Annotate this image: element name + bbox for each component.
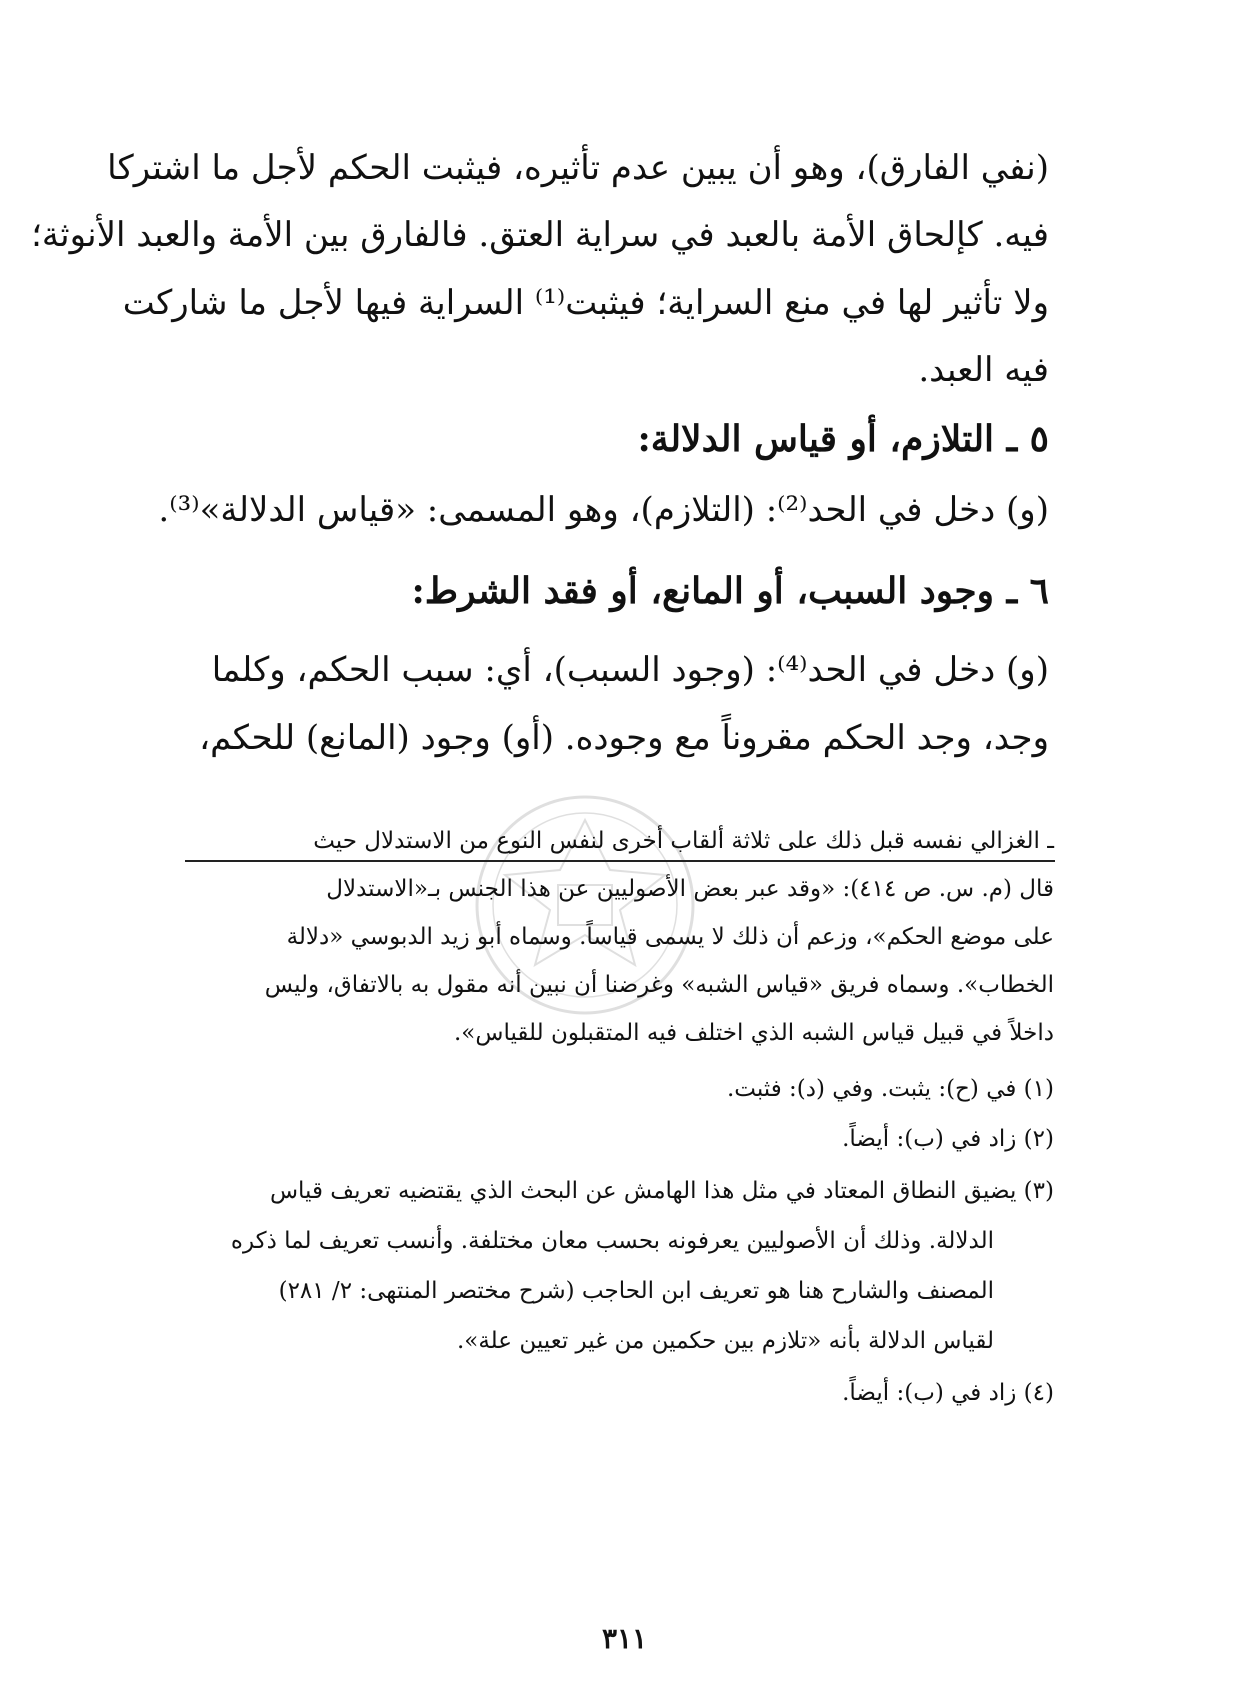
footnote-text: زاد في (ب): أيضاً.: [842, 1126, 1017, 1152]
page-number: ٣١١: [601, 1622, 648, 1655]
footnote-number: (٤): [1023, 1380, 1054, 1406]
footnote-number: (٣): [1023, 1178, 1054, 1204]
section-heading-5: ٥ ـ التلازم، أو قياس الدلالة:: [637, 418, 1049, 460]
body-line: فيه العبد.: [918, 350, 1049, 390]
footnote-line: داخلاً في قبيل قياس الشبه الذي اختلف فيه المتقبلون للقياس».: [453, 1020, 1054, 1046]
footnote-line: لقياس الدلالة بأنه «تلازم بين حكمين من غير تعيين علة».: [456, 1328, 994, 1354]
footnote-line: ـ الغزالي نفسه قبل ذلك على ثلاثة ألقاب أخرى لنفس النوع من الاستدلال حيث: [313, 828, 1054, 854]
body-line: فيه. كإلحاق الأمة بالعبد في سراية العتق. فالفارق بين الأمة والعبد الأنوثة؛: [31, 215, 1049, 255]
body-line: وجد، وجد الحكم مقروناً مع وجوده. (أو) وجود (المانع) للحكم،: [199, 718, 1049, 758]
footnote-4: [184, 1380, 1054, 1408]
footnote-separator: [185, 860, 1055, 862]
section-heading-6: ٦ ـ وجود السبب، أو المانع، أو فقد الشرط:: [411, 570, 1049, 612]
footnote-line: قال (م. س. ص ٤١٤): «وقد عبر بعض الأصوليين عن هذا الجنس بـ«الاستدلال: [326, 876, 1054, 902]
body-line: (و) دخل في الحد⁽⁴⁾: (وجود السبب)، أي: سبب الحكم، وكلما: [211, 650, 1049, 690]
footnote-1: [184, 1076, 1054, 1104]
footnote-number: (٢): [1023, 1126, 1054, 1152]
footnote-line: الدلالة. وذلك أن الأصوليين يعرفونه بحسب معان مختلفة. وأنسب تعريف لما ذكره: [230, 1228, 994, 1254]
body-line: (نفي الفارق)، وهو أن يبين عدم تأثيره، فيثبت الحكم لأجل ما اشتركا: [107, 148, 1049, 188]
body-line: ولا تأثير لها في منع السراية؛ فيثبت⁽¹⁾ السراية فيها لأجل ما شاركت: [122, 283, 1049, 323]
footnote-2: [184, 1126, 1054, 1154]
body-paragraph: (و) دخل في الحد⁽²⁾: (التلازم)، وهو المسمى: «قياس الدلالة»⁽³⁾.: [158, 490, 1049, 530]
footnote-line: على موضع الحكم»، وزعم أن ذلك لا يسمى قياساً. وسماه أبو زيد الدبوسي «دلالة: [286, 924, 1054, 950]
footnote-3: [184, 1178, 1054, 1206]
footnote-line: الخطاب». وسماه فريق «قياس الشبه» وغرضنا أن نبين أنه مقول به بالاتفاق، وليس: [264, 972, 1054, 998]
footnote-line: المصنف والشارح هنا هو تعريف ابن الحاجب (شرح مختصر المنتهى: ٢/ ٢٨١): [278, 1278, 994, 1304]
footnote-text: زاد في (ب): أيضاً.: [842, 1380, 1017, 1406]
footnote-text: في (ح): يثبت. وفي (د): فثبت.: [726, 1076, 1017, 1102]
footnote-number: (١): [1023, 1076, 1054, 1102]
footnote-text: يضيق النطاق المعتاد في مثل هذا الهامش عن البحث الذي يقتضيه تعريف قياس: [269, 1178, 1017, 1204]
